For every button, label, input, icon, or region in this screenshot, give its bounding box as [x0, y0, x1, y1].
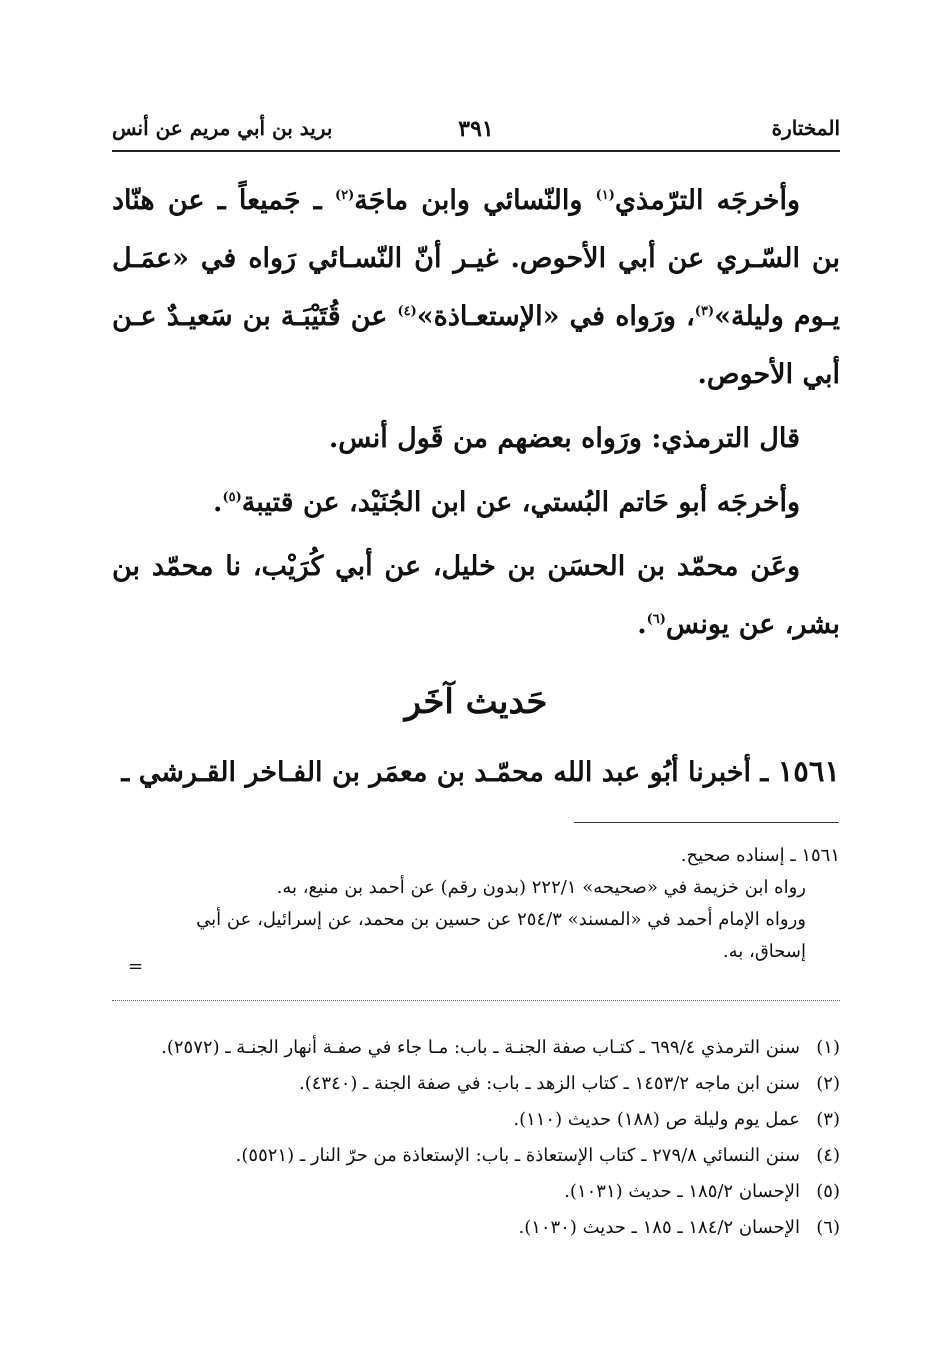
footnote-6 [112, 1210, 840, 1246]
text-run: . [213, 487, 223, 518]
footnote-number: (٢) [816, 1073, 840, 1094]
paragraph-3 [112, 474, 840, 532]
text-run: . [637, 609, 647, 640]
footnote-ref-5: (٥) [222, 490, 242, 505]
hadith-number: ١٥٦١ [777, 754, 840, 788]
footnote-ref-4: (٤) [397, 304, 417, 319]
verification-notes [150, 840, 840, 968]
footnotes-divider [112, 1000, 840, 1001]
footnote-ref-3: (٣) [694, 304, 715, 319]
text-run: ، ورَواه في «الإستعـاذة» [416, 301, 695, 332]
note-line: ورواه الإمام أحمد في «المسند» ٢٥٤/٣ عن حسين بن محمد، عن إسرائيل، عن أبي إسحاق، به. [196, 909, 806, 962]
paragraph-2: قال الترمذي: ورَواه بعضهم من قَول أنس. [328, 423, 800, 454]
main-text [112, 172, 840, 802]
footnote-text: الإحسان ١٨٤/٢ ـ ١٨٥ ـ حديث (١٠٣٠). [518, 1217, 800, 1238]
text-run: ـ جَميعاً ـ عن هنّاد بن السّـري عن أبي الأحوص. غيـر أنّ النّسـائي رَواه في «عمَـل يـوم وليلة» [112, 185, 841, 332]
section-heading: حَديث آخَر [404, 682, 548, 722]
page-number: ٣٩١ [458, 116, 494, 142]
text-run: وأخرجَه الترّمذي [614, 185, 800, 216]
paragraph-4 [112, 538, 840, 654]
text-run: عن قُتَيْبَـة بن سَعيـدٌ عـن أبي الأحوص. [112, 301, 840, 390]
footnote-text: سنن الترمذي ٦٩٩/٤ ـ كتـاب صفة الجنـة ـ باب: مـا جاء في صفـة أنهار الجنـة ـ (٢٥٧٢). [161, 1037, 800, 1058]
footnote-number: (١) [816, 1037, 840, 1058]
hadith-paragraph [112, 742, 840, 802]
text-run: والنّسائي وابن ماجَة [354, 185, 596, 216]
text-run: وأخرجَه أبو حَاتم البُستي، عن ابن الجُنَيْد، عن قتيبة [241, 487, 800, 518]
footnote-text: عمل يوم وليلة ص (١٨٨) حديث (١١٠). [513, 1109, 800, 1130]
note-line: رواه ابن خزيمة في «صحيحه» ٢٢٢/١ (بدون رقم) عن أحمد بن منيع، به. [276, 877, 806, 898]
footnote-text: سنن النسائي ٢٧٩/٨ ـ كتاب الإستعاذة ـ باب: الإستعاذة من حرّ النار ـ (٥٥٢١). [235, 1145, 800, 1166]
footnote-ref-2: (٢) [334, 188, 355, 203]
footnote-number: (٣) [816, 1109, 840, 1130]
text-run: وعَن محمّد بن الحسَن بن خليل، عن أبي كُرَيْب، نا محمّد بن بشر، عن يونس [112, 551, 840, 640]
paragraph-1 [112, 172, 840, 404]
note-line: ١٥٦١ ـ إسناده صحيح. [680, 845, 840, 866]
footnote-ref-6: (٦) [646, 612, 666, 627]
hadith-text: ـ أخبرنا أبُو عبد الله محمّـد بن معمَر بن الفـاخر القـرشي ـ [121, 757, 778, 788]
chapter-title: بريد بن أبي مريم عن أنس [112, 116, 333, 140]
footnote-number: (٦) [816, 1217, 840, 1238]
running-header [112, 110, 840, 152]
footnote-3 [112, 1102, 840, 1138]
footnote-text: الإحسان ١٨٥/٢ ـ حديث (١٠٣١). [564, 1181, 800, 1202]
footnote-5 [112, 1174, 840, 1210]
footnotes [112, 1030, 840, 1246]
footnote-ref-1: (١) [595, 188, 615, 203]
footnote-text: سنن ابن ماجه ١٤٥٣/٢ ـ كتاب الزهد ـ باب: في صفة الجنة ـ (٤٣٤٠). [298, 1073, 800, 1094]
notes-divider [574, 822, 839, 823]
footnote-1 [112, 1030, 840, 1066]
book-title: المختارة [771, 116, 840, 140]
footnote-2 [112, 1066, 840, 1102]
continuation-mark: = [128, 956, 144, 977]
footnote-number: (٥) [816, 1181, 840, 1202]
footnote-number: (٤) [816, 1145, 840, 1166]
footnote-4 [112, 1138, 840, 1174]
